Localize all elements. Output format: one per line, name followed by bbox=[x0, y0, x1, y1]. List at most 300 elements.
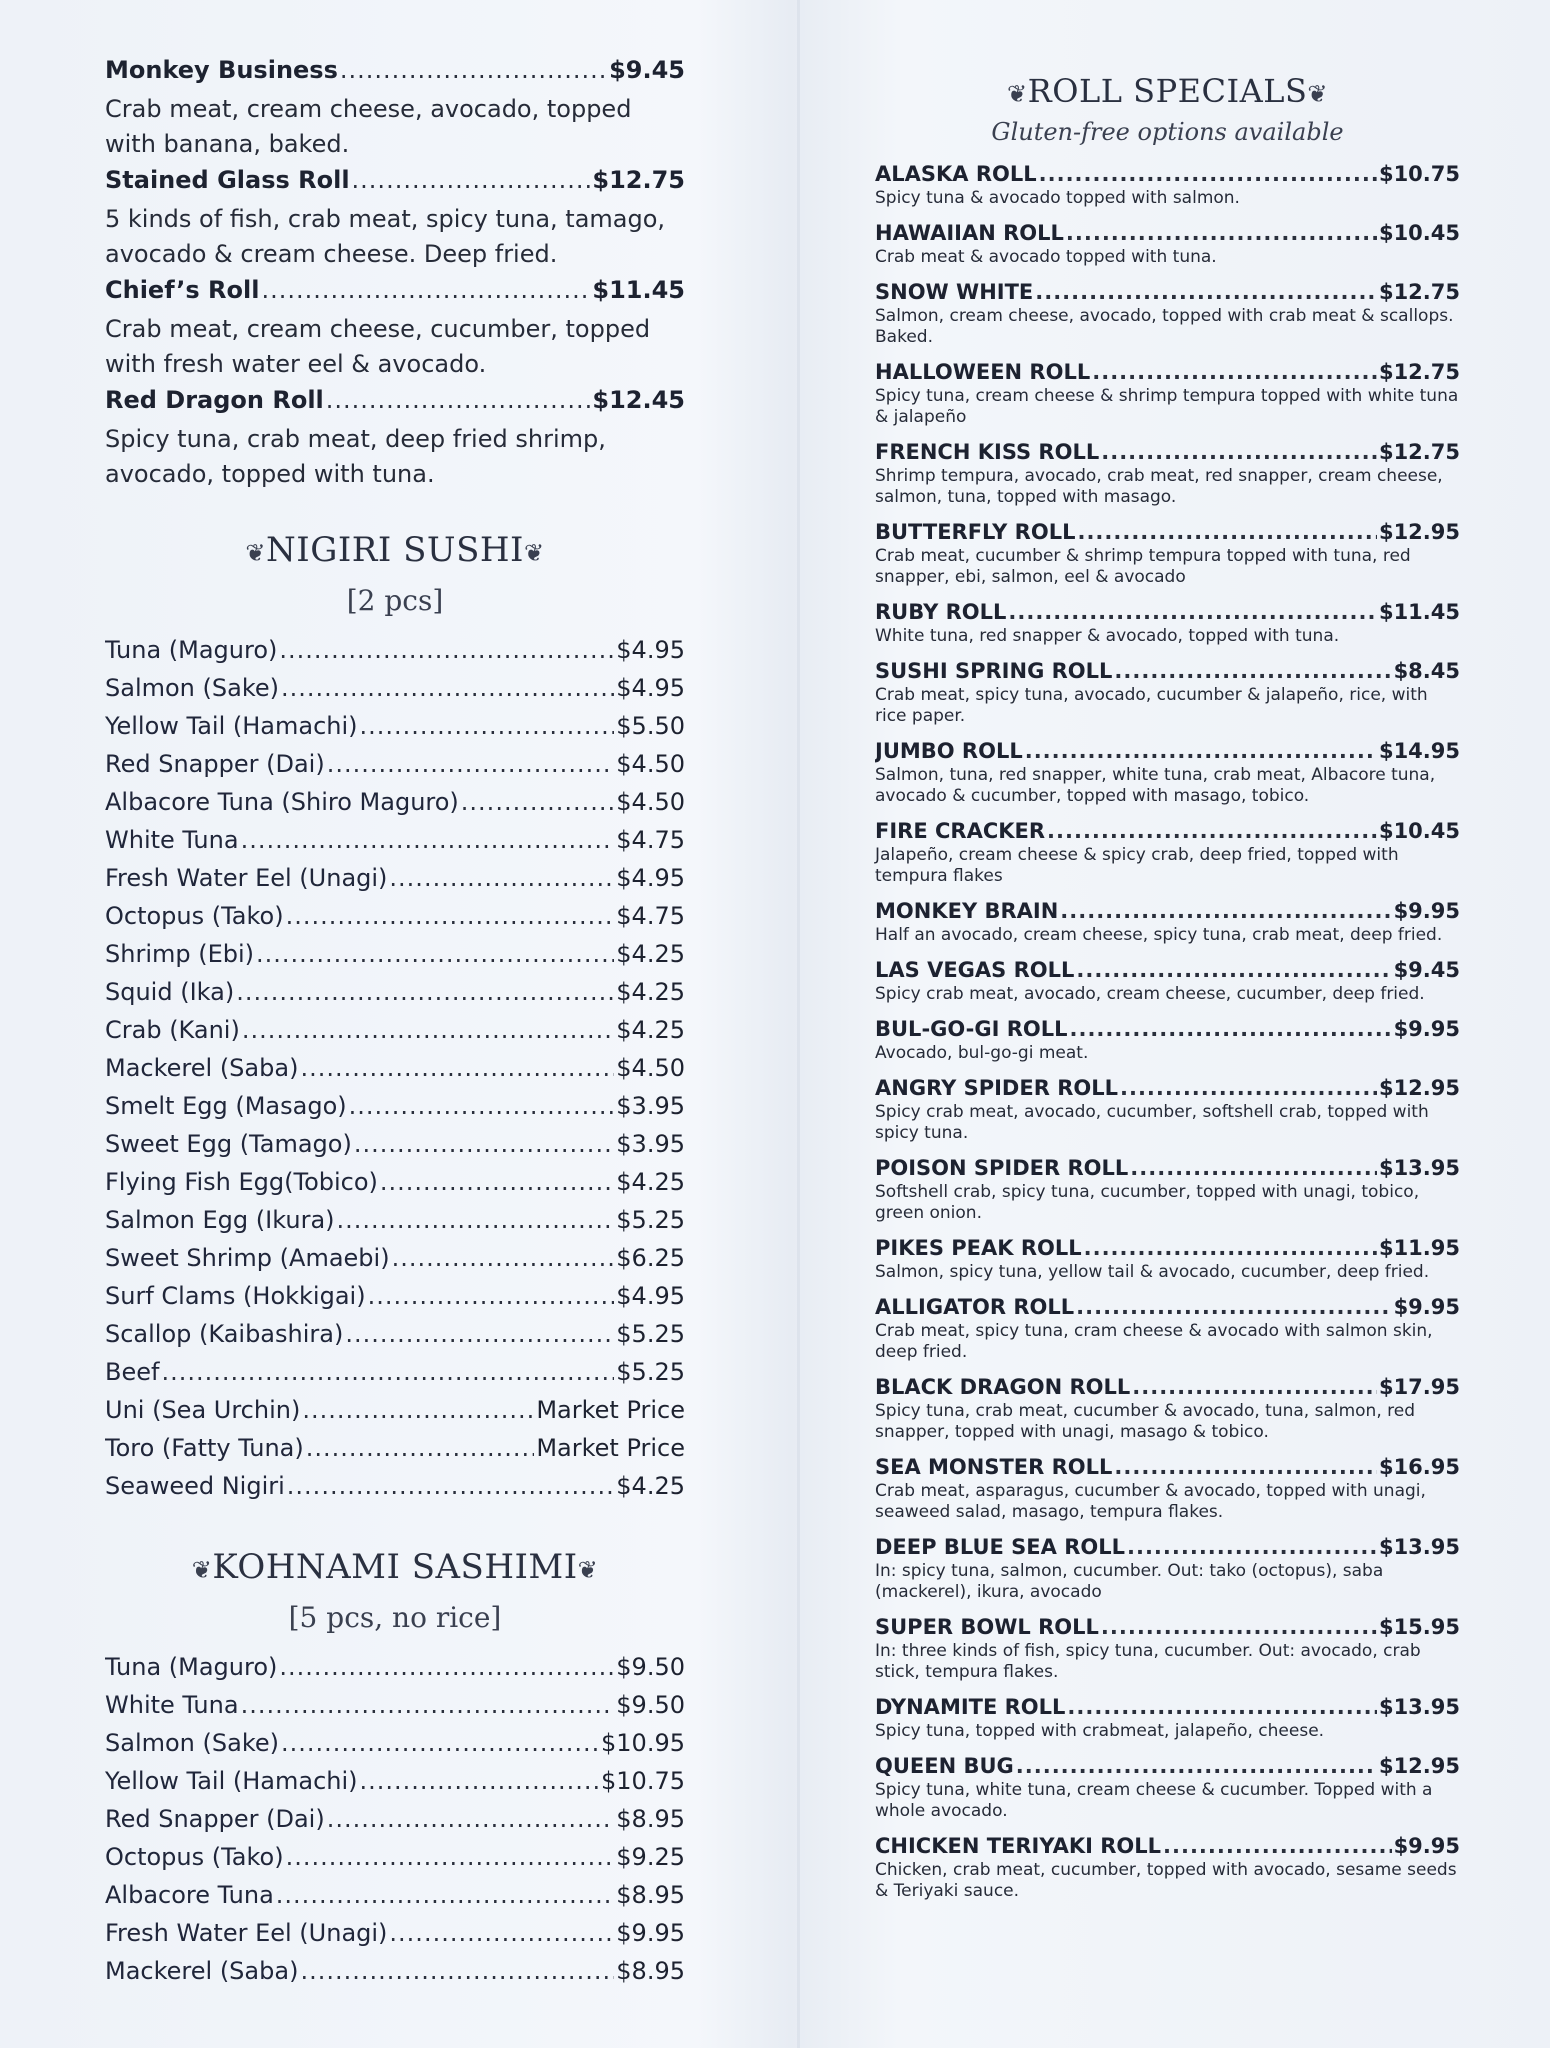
special-roll-description: Half an avocado, cream cheese, spicy tuna, crab meat, deep fried. bbox=[875, 925, 1443, 945]
item-name: Mackerel (Saba) bbox=[105, 1054, 299, 1082]
item-name: Salmon (Sake) bbox=[105, 1729, 279, 1757]
special-roll-entry bbox=[875, 956, 1460, 1005]
leader-dots bbox=[337, 1201, 615, 1239]
menu-item-line bbox=[105, 1724, 685, 1762]
special-roll-description: White tuna, red snapper & avocado, topped with tuna. bbox=[875, 626, 1340, 646]
item-price: $8.95 bbox=[616, 1957, 685, 1985]
menu-item-line bbox=[875, 956, 1460, 984]
item-price: $15.95 bbox=[1378, 1615, 1460, 1639]
special-roll-entry bbox=[875, 737, 1460, 807]
roll-description: Crab meat, cream cheese, cucumber, topped with fresh water eel & avocado. bbox=[105, 315, 651, 378]
special-roll-entry bbox=[875, 219, 1460, 268]
item-price: $4.95 bbox=[616, 674, 685, 702]
item-price: $9.50 bbox=[616, 1691, 685, 1719]
item-name: SNOW WHITE bbox=[875, 280, 1034, 304]
special-roll-entry bbox=[875, 160, 1460, 209]
item-name: Tuna (Maguro) bbox=[105, 1653, 278, 1681]
item-price: $13.95 bbox=[1378, 1156, 1460, 1180]
item-name: BUL-GO-GI ROLL bbox=[875, 1017, 1068, 1041]
item-price: $4.25 bbox=[616, 1168, 685, 1196]
item-price: $8.45 bbox=[1393, 659, 1460, 683]
leader-dots bbox=[300, 1049, 614, 1087]
item-name: QUEEN BUG bbox=[875, 1754, 1014, 1778]
item-price: $8.95 bbox=[616, 1805, 685, 1833]
item-name: ALASKA ROLL bbox=[875, 162, 1037, 186]
special-roll-description: Crab meat, spicy tuna, cram cheese & avocado with salmon skin, deep fried. bbox=[875, 1321, 1433, 1362]
menu-item-line bbox=[875, 598, 1460, 626]
item-name: Yellow Tail (Hamachi) bbox=[105, 712, 358, 740]
special-roll-description: Crab meat, asparagus, cucumber & avocado, topped with unagi, seaweed salad, masago, tempura flakes. bbox=[875, 1481, 1426, 1522]
item-name: Yellow Tail (Hamachi) bbox=[105, 1767, 358, 1795]
leader-dots bbox=[1076, 956, 1391, 984]
rolls-top-list bbox=[105, 56, 685, 492]
special-roll-entry bbox=[875, 1613, 1460, 1683]
menu-item-line bbox=[875, 278, 1460, 306]
special-roll-description: Shrimp tempura, avocado, crab meat, red snapper, cream cheese, salmon, tuna, topped with masago. bbox=[875, 466, 1443, 507]
special-roll-description: Crab meat & avocado topped with tuna. bbox=[875, 247, 1217, 267]
item-name: ANGRY SPIDER ROLL bbox=[875, 1076, 1118, 1100]
item-price: $4.75 bbox=[616, 826, 685, 854]
ornament-right-icon: ❦ bbox=[523, 539, 545, 567]
special-roll-entry bbox=[875, 598, 1460, 647]
item-price: $16.95 bbox=[1378, 1455, 1460, 1479]
menu-item-line bbox=[875, 1015, 1460, 1043]
item-price: $4.25 bbox=[616, 940, 685, 968]
item-name: Red Snapper (Dai) bbox=[105, 750, 325, 778]
item-price: $12.75 bbox=[1378, 360, 1460, 384]
menu-item-line bbox=[105, 707, 685, 745]
leader-dots bbox=[389, 859, 614, 897]
leader-dots bbox=[327, 1800, 615, 1838]
item-name: Sweet Shrimp (Amaebi) bbox=[105, 1244, 390, 1272]
menu-item-line bbox=[105, 973, 685, 1011]
leader-dots bbox=[1066, 219, 1377, 247]
item-price: $11.45 bbox=[592, 276, 685, 304]
item-price: $9.45 bbox=[1393, 958, 1460, 982]
menu-item-line bbox=[105, 821, 685, 859]
menu-item-line bbox=[105, 935, 685, 973]
menu-item-line bbox=[875, 1373, 1460, 1401]
special-roll-description: Salmon, spicy tuna, yellow tail & avocado, cucumber, deep fried. bbox=[875, 1262, 1430, 1282]
item-price: $4.95 bbox=[616, 636, 685, 664]
item-name: LAS VEGAS ROLL bbox=[875, 958, 1075, 982]
item-name: Surf Clams (Hokkigai) bbox=[105, 1282, 366, 1310]
item-name: Salmon Egg (Ikura) bbox=[105, 1206, 335, 1234]
item-price: $4.25 bbox=[616, 1016, 685, 1044]
leader-dots bbox=[1067, 1693, 1377, 1721]
menu-item-line bbox=[875, 1453, 1460, 1481]
menu-item-line bbox=[875, 518, 1460, 546]
special-roll-description: Salmon, tuna, red snapper, white tuna, crab meat, Albacore tuna, avocado & cucumber, topped with masago, tobico. bbox=[875, 765, 1436, 806]
item-name: Sweet Egg (Tamago) bbox=[105, 1130, 352, 1158]
item-name: HAWAIIAN ROLL bbox=[875, 221, 1064, 245]
sashimi-list bbox=[105, 1648, 685, 1990]
item-name: Albacore Tuna (Shiro Maguro) bbox=[105, 788, 459, 816]
menu-item-line bbox=[105, 1049, 685, 1087]
item-name: Scallop (Kaibashira) bbox=[105, 1320, 344, 1348]
special-roll-entry bbox=[875, 278, 1460, 348]
menu-item-line bbox=[875, 358, 1460, 386]
menu-item-line bbox=[875, 1533, 1460, 1561]
nigiri-title: NIGIRI SUSHI bbox=[266, 530, 524, 570]
item-price: $11.45 bbox=[1378, 600, 1460, 624]
leader-dots bbox=[306, 1429, 535, 1467]
left-column bbox=[105, 56, 685, 1990]
menu-item-line bbox=[105, 1429, 685, 1467]
item-price: $12.95 bbox=[1378, 1076, 1460, 1100]
menu-item-line bbox=[875, 897, 1460, 925]
menu-item-line bbox=[875, 1154, 1460, 1182]
item-name: Shrimp (Ebi) bbox=[105, 940, 255, 968]
menu-item-line bbox=[105, 1876, 685, 1914]
leader-dots bbox=[1047, 817, 1377, 845]
item-price: $10.45 bbox=[1378, 221, 1460, 245]
item-name: ALLIGATOR ROLL bbox=[875, 1295, 1075, 1319]
item-name: Smelt Egg (Masago) bbox=[105, 1092, 347, 1120]
special-roll-description: Spicy tuna, crab meat, cucumber & avocado, tuna, salmon, red snapper, topped with unagi, masago & tobico. bbox=[875, 1401, 1416, 1442]
item-name: Squid (Ika) bbox=[105, 978, 235, 1006]
sashimi-title: KOHNAMI SASHIMI bbox=[212, 1547, 578, 1587]
leader-dots bbox=[354, 1125, 614, 1163]
item-name: SUSHI SPRING ROLL bbox=[875, 659, 1113, 683]
item-name: Beef bbox=[105, 1358, 160, 1386]
menu-item-line bbox=[105, 166, 685, 202]
item-name: White Tuna bbox=[105, 1691, 239, 1719]
item-name: Salmon (Sake) bbox=[105, 674, 279, 702]
item-name: MONKEY BRAIN bbox=[875, 899, 1059, 923]
menu-item-line bbox=[875, 817, 1460, 845]
leader-dots bbox=[1077, 518, 1376, 546]
special-roll-entry bbox=[875, 1154, 1460, 1224]
roll-description: Crab meat, cream cheese, avocado, topped with banana, baked. bbox=[105, 95, 632, 158]
item-name: CHICKEN TERIYAKI ROLL bbox=[875, 1834, 1162, 1858]
menu-item-line bbox=[875, 1693, 1460, 1721]
leader-dots bbox=[340, 56, 607, 84]
leader-dots bbox=[380, 1163, 614, 1201]
special-roll-description: Spicy crab meat, avocado, cucumber, softshell crab, topped with spicy tuna. bbox=[875, 1102, 1429, 1143]
special-roll-description: Crab meat, spicy tuna, avocado, cucumber & jalapeño, rice, with rice paper. bbox=[875, 685, 1428, 726]
leader-dots bbox=[1025, 737, 1377, 765]
menu-item-line bbox=[105, 1467, 685, 1505]
leader-dots bbox=[1016, 1752, 1377, 1780]
menu-item-line bbox=[875, 1613, 1460, 1641]
menu-item-line bbox=[875, 160, 1460, 188]
item-price: $17.95 bbox=[1378, 1375, 1460, 1399]
item-name: Albacore Tuna bbox=[105, 1881, 274, 1909]
item-price: $13.95 bbox=[1378, 1695, 1460, 1719]
item-price: $9.95 bbox=[1393, 1295, 1460, 1319]
special-roll-description: Chicken, crab meat, cucumber, topped with avocado, sesame seeds & Teriyaki sauce. bbox=[875, 1860, 1457, 1901]
item-price: $9.95 bbox=[1393, 1017, 1460, 1041]
item-name: Toro (Fatty Tuna) bbox=[105, 1434, 304, 1462]
menu-item-line bbox=[105, 745, 685, 783]
menu-item-line bbox=[105, 1277, 685, 1315]
item-price: $11.95 bbox=[1378, 1236, 1460, 1260]
menu-item-line bbox=[105, 1914, 685, 1952]
special-roll-entry bbox=[875, 897, 1460, 946]
special-roll-description: Spicy crab meat, avocado, cream cheese, cucumber, deep fried. bbox=[875, 984, 1425, 1004]
special-roll-entry bbox=[875, 1752, 1460, 1822]
item-price: $4.50 bbox=[616, 1054, 685, 1082]
leader-dots bbox=[1114, 1453, 1377, 1481]
leader-dots bbox=[1132, 1373, 1377, 1401]
item-price: $9.45 bbox=[609, 56, 685, 84]
item-name: DYNAMITE ROLL bbox=[875, 1695, 1066, 1719]
specials-heading bbox=[875, 72, 1460, 110]
specials-title: ROLL SPECIALS bbox=[1027, 72, 1308, 110]
special-roll-description: Spicy tuna & avocado topped with salmon. bbox=[875, 188, 1240, 208]
leader-dots bbox=[360, 707, 615, 745]
menu-item-line bbox=[105, 669, 685, 707]
item-name: Mackerel (Saba) bbox=[105, 1957, 299, 1985]
menu-item-line bbox=[105, 1239, 685, 1277]
leader-dots bbox=[1084, 1234, 1377, 1262]
leader-dots bbox=[241, 821, 615, 859]
leader-dots bbox=[1101, 438, 1377, 466]
menu-item-line bbox=[105, 1800, 685, 1838]
item-name: Tuna (Maguro) bbox=[105, 636, 278, 664]
item-name: FRENCH KISS ROLL bbox=[875, 440, 1100, 464]
menu-item-line bbox=[105, 276, 685, 312]
menu-item-line bbox=[105, 1125, 685, 1163]
special-roll-description: Jalapeño, cream cheese & spicy crab, deep fried, topped with tempura flakes bbox=[875, 845, 1399, 886]
item-price: $4.25 bbox=[616, 978, 685, 1006]
leader-dots bbox=[236, 973, 614, 1011]
menu-item-line bbox=[105, 1762, 685, 1800]
leader-dots bbox=[241, 1686, 615, 1724]
menu-item-line bbox=[105, 1201, 685, 1239]
special-roll-description: Spicy tuna, cream cheese & shrimp tempura topped with white tuna & jalapeño bbox=[875, 386, 1459, 427]
ornament-right-icon: ❦ bbox=[1307, 80, 1328, 108]
right-column bbox=[875, 72, 1460, 1912]
ornament-right-icon: ❦ bbox=[577, 1556, 599, 1584]
item-price: $10.75 bbox=[601, 1767, 685, 1795]
leader-dots bbox=[279, 1648, 614, 1686]
item-price: $5.25 bbox=[616, 1206, 685, 1234]
item-price: $13.95 bbox=[1378, 1535, 1460, 1559]
item-name: Flying Fish Egg(Tobico) bbox=[105, 1168, 378, 1196]
menu-item-line bbox=[875, 657, 1460, 685]
item-name: Octopus (Tako) bbox=[105, 1843, 284, 1871]
specials-list bbox=[875, 160, 1460, 1902]
item-name: JUMBO ROLL bbox=[875, 739, 1023, 763]
special-roll-entry bbox=[875, 1015, 1460, 1064]
leader-dots bbox=[287, 1467, 614, 1505]
leader-dots bbox=[345, 1315, 614, 1353]
leader-dots bbox=[300, 1952, 614, 1990]
item-price: $4.50 bbox=[616, 750, 685, 778]
special-roll-description: Crab meat, cucumber & shrimp tempura topped with tuna, red snapper, ebi, salmon, eel & avocado bbox=[875, 546, 1411, 587]
special-roll-description: In: spicy tuna, salmon, cucumber. Out: tako (octopus), saba (mackerel), ikura, avocado bbox=[875, 1561, 1384, 1602]
special-roll-entry bbox=[875, 1453, 1460, 1523]
ornament-left-icon: ❦ bbox=[1007, 80, 1028, 108]
item-price: $4.95 bbox=[616, 1282, 685, 1310]
leader-dots bbox=[326, 386, 591, 414]
sashimi-heading bbox=[105, 1547, 685, 1587]
leader-dots bbox=[1120, 1074, 1377, 1102]
leader-dots bbox=[261, 276, 590, 304]
leader-dots bbox=[1127, 1533, 1377, 1561]
leader-dots bbox=[1163, 1832, 1392, 1860]
menu-item-line bbox=[105, 1087, 685, 1125]
leader-dots bbox=[1039, 160, 1377, 188]
sashimi-subtitle: [5 pcs, no rice] bbox=[288, 1601, 502, 1634]
item-price: $8.95 bbox=[616, 1881, 685, 1909]
leader-dots bbox=[302, 1391, 534, 1429]
leader-dots bbox=[286, 897, 615, 935]
item-price: $14.95 bbox=[1378, 739, 1460, 763]
special-roll-description: Softshell crab, spicy tuna, cucumber, topped with unagi, tobico, green onion. bbox=[875, 1182, 1420, 1223]
item-price: $10.45 bbox=[1378, 819, 1460, 843]
menu-item-line bbox=[875, 438, 1460, 466]
item-name: SUPER BOWL ROLL bbox=[875, 1615, 1099, 1639]
item-name: Octopus (Tako) bbox=[105, 902, 284, 930]
leader-dots bbox=[1035, 278, 1377, 306]
menu-item-line bbox=[105, 1648, 685, 1686]
ornament-left-icon: ❦ bbox=[245, 539, 267, 567]
item-price: $12.75 bbox=[592, 166, 685, 194]
leader-dots bbox=[392, 1239, 615, 1277]
item-name: POISON SPIDER ROLL bbox=[875, 1156, 1129, 1180]
item-name: Red Snapper (Dai) bbox=[105, 1805, 325, 1833]
item-name: BLACK DRAGON ROLL bbox=[875, 1375, 1131, 1399]
item-price: $4.75 bbox=[616, 902, 685, 930]
leader-dots bbox=[281, 669, 614, 707]
special-roll-description: Salmon, cream cheese, avocado, topped with crab meat & scallops. Baked. bbox=[875, 306, 1454, 347]
leader-dots bbox=[368, 1277, 615, 1315]
leader-dots bbox=[256, 935, 614, 973]
leader-dots bbox=[1076, 1293, 1391, 1321]
special-roll-entry bbox=[875, 518, 1460, 588]
item-price: $12.95 bbox=[1378, 520, 1460, 544]
menu-item-line bbox=[105, 1353, 685, 1391]
item-price: $4.50 bbox=[616, 788, 685, 816]
item-price: $9.50 bbox=[616, 1653, 685, 1681]
nigiri-subtitle: [2 pcs] bbox=[346, 584, 444, 617]
item-price: $3.95 bbox=[616, 1092, 685, 1120]
item-name: Fresh Water Eel (Unagi) bbox=[105, 864, 388, 892]
item-price: $4.95 bbox=[616, 864, 685, 892]
special-roll-description: Spicy tuna, topped with crabmeat, jalapeño, cheese. bbox=[875, 1721, 1325, 1741]
leader-dots bbox=[1130, 1154, 1377, 1182]
leader-dots bbox=[161, 1353, 614, 1391]
roll-description: Spicy tuna, crab meat, deep fried shrimp, avocado, topped with tuna. bbox=[105, 425, 606, 488]
item-price: $5.25 bbox=[616, 1320, 685, 1348]
menu-item-line bbox=[105, 386, 685, 422]
item-price: $3.95 bbox=[616, 1130, 685, 1158]
leader-dots bbox=[1060, 897, 1391, 925]
leader-dots bbox=[1092, 358, 1377, 386]
item-name: Chief’s Roll bbox=[105, 276, 260, 304]
menu-item-line bbox=[875, 1293, 1460, 1321]
item-price: $10.95 bbox=[601, 1729, 685, 1757]
ornament-left-icon: ❦ bbox=[191, 1556, 213, 1584]
menu-item-line bbox=[105, 1686, 685, 1724]
item-price: $9.95 bbox=[1393, 899, 1460, 923]
specials-subtitle: Gluten-free options available bbox=[991, 118, 1344, 146]
item-price: $12.75 bbox=[1378, 280, 1460, 304]
special-roll-entry bbox=[875, 657, 1460, 727]
roll-description: 5 kinds of fish, crab meat, spicy tuna, tamago, avocado & cream cheese. Deep fried. bbox=[105, 205, 666, 268]
item-name: HALLOWEEN ROLL bbox=[875, 360, 1091, 384]
roll-entry bbox=[105, 386, 685, 492]
special-roll-entry bbox=[875, 1533, 1460, 1603]
menu-item-line bbox=[105, 1838, 685, 1876]
item-price: $9.95 bbox=[1393, 1834, 1460, 1858]
menu-item-line bbox=[105, 56, 685, 92]
leader-dots bbox=[327, 745, 615, 783]
leader-dots bbox=[279, 631, 614, 669]
item-price: $5.25 bbox=[616, 1358, 685, 1386]
item-price: $9.95 bbox=[616, 1919, 685, 1947]
special-roll-description: In: three kinds of fish, spicy tuna, cucumber. Out: avocado, crab stick, tempura flakes. bbox=[875, 1641, 1421, 1682]
item-name: Red Dragon Roll bbox=[105, 386, 324, 414]
special-roll-entry bbox=[875, 1234, 1460, 1283]
leader-dots bbox=[349, 1087, 615, 1125]
item-name: Fresh Water Eel (Unagi) bbox=[105, 1919, 388, 1947]
menu-item-line bbox=[105, 1011, 685, 1049]
item-name: PIKES PEAK ROLL bbox=[875, 1236, 1082, 1260]
item-price: $10.75 bbox=[1378, 162, 1460, 186]
nigiri-list bbox=[105, 631, 685, 1505]
menu-item-line bbox=[875, 219, 1460, 247]
menu-item-line bbox=[875, 1752, 1460, 1780]
special-roll-entry bbox=[875, 1293, 1460, 1363]
leader-dots bbox=[286, 1838, 615, 1876]
menu-item-line bbox=[105, 1952, 685, 1990]
item-name: BUTTERFLY ROLL bbox=[875, 520, 1076, 544]
item-name: Crab (Kani) bbox=[105, 1016, 240, 1044]
leader-dots bbox=[461, 783, 614, 821]
item-price: $4.25 bbox=[616, 1472, 685, 1500]
special-roll-entry bbox=[875, 1832, 1460, 1902]
special-roll-entry bbox=[875, 438, 1460, 508]
leader-dots bbox=[1008, 598, 1377, 626]
special-roll-description: Avocado, bul-go-gi meat. bbox=[875, 1043, 1089, 1063]
item-price: $12.95 bbox=[1378, 1754, 1460, 1778]
leader-dots bbox=[276, 1876, 614, 1914]
special-roll-entry bbox=[875, 1693, 1460, 1742]
nigiri-heading bbox=[105, 530, 685, 570]
item-name: Stained Glass Roll bbox=[105, 166, 350, 194]
item-price: $5.50 bbox=[616, 712, 685, 740]
leader-dots bbox=[1114, 657, 1391, 685]
special-roll-entry bbox=[875, 1074, 1460, 1144]
item-name: Monkey Business bbox=[105, 56, 338, 84]
leader-dots bbox=[360, 1762, 600, 1800]
menu-item-line bbox=[875, 1074, 1460, 1102]
item-name: SEA MONSTER ROLL bbox=[875, 1455, 1113, 1479]
leader-dots bbox=[242, 1011, 614, 1049]
menu-item-line bbox=[105, 631, 685, 669]
menu-item-line bbox=[875, 737, 1460, 765]
item-price: Market Price bbox=[536, 1396, 685, 1424]
item-price: $9.25 bbox=[616, 1843, 685, 1871]
special-roll-entry bbox=[875, 358, 1460, 428]
menu-item-line bbox=[105, 1315, 685, 1353]
leader-dots bbox=[352, 166, 591, 194]
special-roll-description: Spicy tuna, white tuna, cream cheese & cucumber. Topped with a whole avocado. bbox=[875, 1780, 1433, 1821]
item-name: RUBY ROLL bbox=[875, 600, 1007, 624]
item-name: DEEP BLUE SEA ROLL bbox=[875, 1535, 1125, 1559]
special-roll-entry bbox=[875, 817, 1460, 887]
menu-item-line bbox=[105, 1391, 685, 1429]
menu-item-line bbox=[875, 1832, 1460, 1860]
item-name: Seaweed Nigiri bbox=[105, 1472, 285, 1500]
menu-item-line bbox=[105, 1163, 685, 1201]
item-name: White Tuna bbox=[105, 826, 239, 854]
item-price: $6.25 bbox=[616, 1244, 685, 1272]
